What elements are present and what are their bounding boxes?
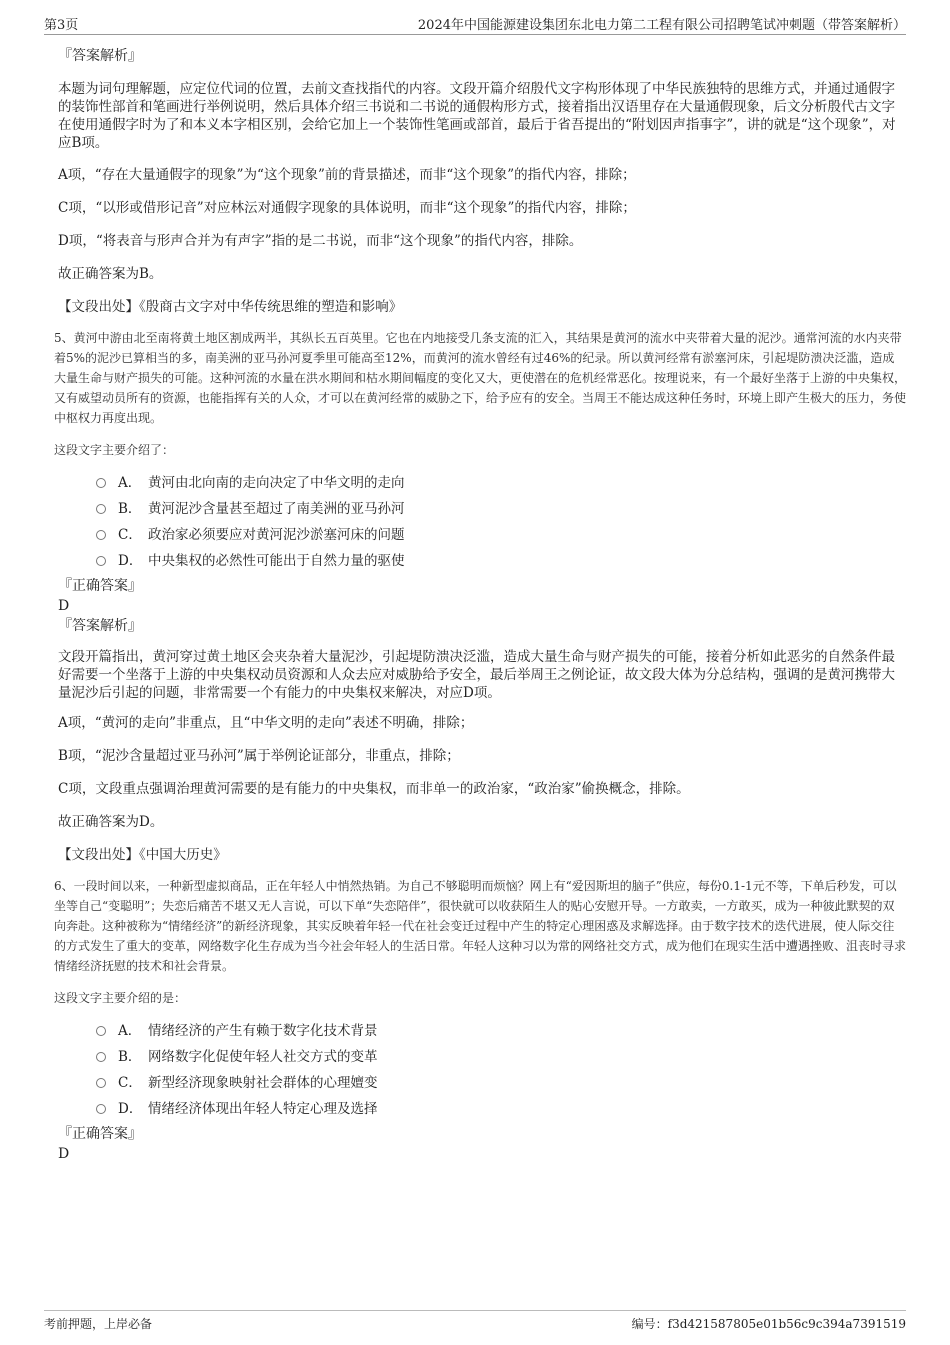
question-5-passage: 5、黄河中游由北至南将黄土地区割成两半，其纵长五百英里。它也在内地接受几条支流的汇入，其结果是黄河的流水中夹带着大量的泥沙。通常河流的水内夹带着5%的泥沙已算相当的多，南美洲的亚马孙河夏季里可能高至12%，而黄河的流水曾经有过46%的纪录。所以黄河经常有淤塞河床，引起堤防溃决泛滥，造成大量生命与财产损失的可能。这种河流的水量在洪水期间和枯水期间幅度的变化又大，更使潜在的危机经常恶化。按理说来，有一个最好坐落于上游的中央集权，又有威望动员所有的资源，也能指挥有关的人众，才可以在黄河经常的威胁之下，给予应有的安全。当周王不能达成这种任务时，环境上即产生极大的压力，务使中枢权力再度出现。 <box>54 331 907 425</box>
analysis-text: 文段开篇指出，黄河穿过黄土地区会夹杂着大量泥沙，引起堤防溃决泛滥，造成大量生命与财产损失的可能，接着分析如此恶劣的自然条件最好需要一个坐落于上游的中央集权动员资源和人众去应对威胁给予安全，最后举周王之例论证，故文段大体为分总结构，强调的是黄河携带大量泥沙后引起的问题，非常需要一个有能力的中央集权来解决，对应D项。 <box>58 649 895 701</box>
radio-icon[interactable] <box>96 1078 106 1088</box>
footer-slogan: 考前押题，上岸必备 <box>44 1317 153 1331</box>
question-6-prompt: 这段文字主要介绍的是： <box>54 991 187 1005</box>
option-d[interactable]: D． 中央集权的必然性可能出于自然力量的驱使 <box>96 548 906 574</box>
option-c[interactable]: C． 政治家必须要应对黄河泥沙淤塞河床的问题 <box>96 522 906 548</box>
option-c[interactable]: C． 新型经济现象映射社会群体的心理嬗变 <box>96 1070 906 1096</box>
source-line: 【文段出处】《中国大历史》 <box>58 847 227 863</box>
answer-line: 故正确答案为D。 <box>58 814 164 830</box>
analysis-option-a: A项，“黄河的走向”非重点，且“中华文明的走向”表述不明确，排除； <box>58 715 474 731</box>
option-d[interactable]: D． 情绪经济体现出年轻人特定心理及选择 <box>96 1096 906 1122</box>
question-6-passage: 6、一段时间以来，一种新型虚拟商品，正在年轻人中悄然热销。为自己不够聪明而烦恼？网上有“爱因斯坦的脑子”供应，每份0.1-1元不等，下单后秒发，可以坐等自己“变聪明”；失恋后痛苦不堪又无人言说，可以下单“失恋陪伴”，很快就可以收获陌生人的贴心安慰开导。一方敢卖，一方敢买，成为一种彼此默契的双向奔赴。这种被称为“情绪经济”的新经济现象，其实反映着年轻一代在社会变迁过程中产生的特定心理困惑及求解选择。由于数字技术的迭代进展，使人际交往的方式发生了重大的变革，网络数字化生存成为当今社会年轻人的生活日常。年轻人这种习以为常的网络社交方式，成为他们在现实生活中遭遇挫败、沮丧时寻求情绪经济抚慰的技术和社会背景。 <box>54 879 907 973</box>
question-5-options <box>96 470 906 574</box>
analysis-option-a: A项，“存在大量通假字的现象”为“这个现象”前的背景描述，而非“这个现象”的指代内容，排除； <box>58 167 636 183</box>
correct-answer-label: 『正确答案』 <box>58 1126 142 1142</box>
analysis-option-d: D项，“将表音与形声合并为有声字”指的是二书说，而非“这个现象”的指代内容，排除。 <box>58 233 583 249</box>
source-line: 【文段出处】《殷商古文字对中华传统思维的塑造和影响》 <box>58 299 403 315</box>
analysis-label: 『答案解析』 <box>58 48 142 64</box>
analysis-text: 本题为词句理解题，应定位代词的位置，去前文查找指代的内容。文段开篇介绍殷代文字构形体现了中华民族独特的思维方式，并通过通假字的装饰性部首和笔画进行举例说明，然后具体介绍三书说和二书说的通假构形方式，接着指出汉语里存在大量通假现象，后文分析殷代古文字在使用通假字时为了和本义本字相区别，会给它加上一个装饰性笔画或部首，最后于省吾提出的“附划因声指事字”，讲的就是“这个现象”，对应B项。 <box>58 81 896 151</box>
analysis-option-c: C项，文段重点强调治理黄河需要的是有能力的中央集权，而非单一的政治家，“政治家”偷换概念，排除。 <box>58 781 690 797</box>
page-number: 第3页 <box>44 18 79 33</box>
answer-line: 故正确答案为B。 <box>58 266 163 282</box>
option-b[interactable]: B． 网络数字化促使年轻人社交方式的变革 <box>96 1044 906 1070</box>
correct-answer: D <box>58 598 70 614</box>
question-6-options <box>96 1018 906 1122</box>
option-a[interactable]: A． 情绪经济的产生有赖于数字化技术背景 <box>96 1018 906 1044</box>
option-b[interactable]: B． 黄河泥沙含量甚至超过了南美洲的亚马孙河 <box>96 496 906 522</box>
radio-icon[interactable] <box>96 530 106 540</box>
page-header <box>44 14 906 35</box>
radio-icon[interactable] <box>96 1052 106 1062</box>
analysis-label: 『答案解析』 <box>58 618 142 634</box>
radio-icon[interactable] <box>96 478 106 488</box>
radio-icon[interactable] <box>96 556 106 566</box>
radio-icon[interactable] <box>96 1104 106 1114</box>
document-title: 2024年中国能源建设集团东北电力第二工程有限公司招聘笔试冲刺题（带答案解析） <box>417 18 906 33</box>
correct-answer: D <box>58 1146 70 1162</box>
radio-icon[interactable] <box>96 504 106 514</box>
page-footer <box>44 1310 906 1335</box>
question-5-prompt: 这段文字主要介绍了： <box>54 443 175 457</box>
page-content <box>44 46 906 1164</box>
radio-icon[interactable] <box>96 1026 106 1036</box>
correct-answer-label: 『正确答案』 <box>58 578 142 594</box>
document-id: 编号：f3d421587805e01b56c9c394a7391519 <box>631 1317 906 1331</box>
analysis-option-b: B项，“泥沙含量超过亚马孙河”属于举例论证部分，非重点，排除； <box>58 748 460 764</box>
analysis-option-c: C项，“以形或借形记音”对应林沄对通假字现象的具体说明，而非“这个现象”的指代内容，排除； <box>58 200 636 216</box>
option-a[interactable]: A． 黄河由北向南的走向决定了中华文明的走向 <box>96 470 906 496</box>
